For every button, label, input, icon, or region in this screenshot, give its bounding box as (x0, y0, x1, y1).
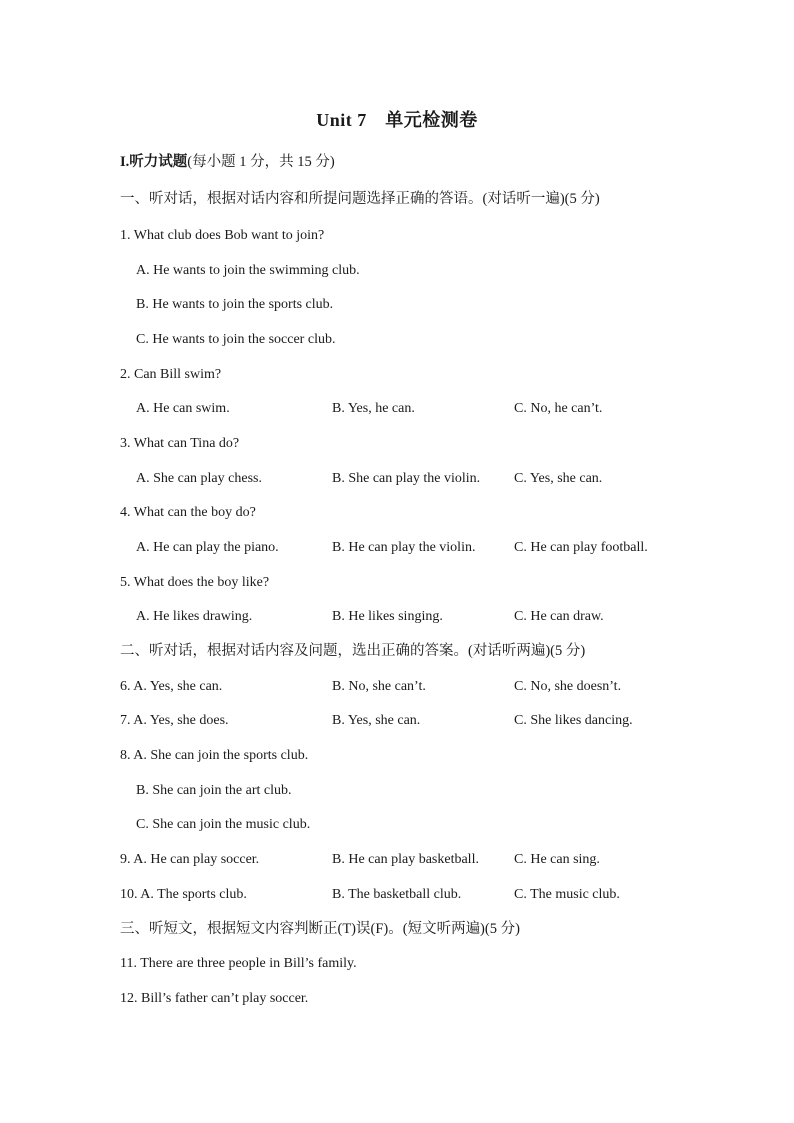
question-9-option-b: B. He can play basketball. (332, 852, 479, 867)
question-10-option-a: 10. A. The sports club. (120, 887, 247, 902)
question-4-options (120, 539, 720, 557)
question-1-option-c: C. He wants to join the soccer club. (136, 332, 336, 347)
question-9-option-a: 9. A. He can play soccer. (120, 852, 260, 867)
question-5-option-c: C. He can draw. (514, 609, 604, 624)
part-one-heading (120, 153, 335, 171)
question-2-option-c: C. No, he can’t. (514, 401, 603, 416)
section-three-heading: 三、听短文，根据短文内容判断正(T)误(F)。(短文听两遍)(5 分) (120, 921, 520, 937)
question-12: 12. Bill’s father can’t play soccer. (120, 991, 309, 1006)
question-7-option-c: C. She likes dancing. (514, 713, 633, 728)
question-10-option-b: B. The basketball club. (332, 887, 462, 902)
question-2-options (120, 400, 720, 418)
question-1-option-a: A. He wants to join the swimming club. (136, 263, 360, 278)
question-1: 1. What club does Bob want to join? (120, 228, 325, 243)
question-3-option-a: A. She can play chess. (136, 471, 262, 486)
question-6-option-c: C. No, she doesn’t. (514, 679, 622, 694)
question-3-options (120, 470, 720, 488)
question-2-option-a: A. He can swim. (136, 401, 230, 416)
section-one-heading: 一、听对话，根据对话内容和所提问题选择正确的答语。(对话听一遍)(5 分) (120, 191, 600, 207)
question-5-options (120, 608, 720, 626)
question-6-option-a: 6. A. Yes, she can. (120, 679, 223, 694)
question-7-option-a: 7. A. Yes, she does. (120, 713, 229, 728)
question-9-option-c: C. He can sing. (514, 852, 600, 867)
page-title: Unit 7 单元检测卷 (316, 110, 478, 130)
question-2: 2. Can Bill swim? (120, 367, 222, 382)
question-4-option-a: A. He can play the piano. (136, 540, 279, 555)
question-4-option-c: C. He can play football. (514, 540, 648, 555)
question-8-option-a: 8. A. She can join the sports club. (120, 748, 309, 763)
question-10-option-c: C. The music club. (514, 887, 620, 902)
question-3-option-b: B. She can play the violin. (332, 471, 481, 486)
part-one-label: I.听力试题 (120, 154, 188, 170)
question-6-options (120, 678, 720, 696)
question-5-option-a: A. He likes drawing. (136, 609, 253, 624)
question-6-option-b: B. No, she can’t. (332, 679, 426, 694)
question-3: 3. What can Tina do? (120, 436, 240, 451)
question-11: 11. There are three people in Bill’s family. (120, 956, 357, 971)
question-10-options (120, 886, 720, 904)
question-8-option-c: C. She can join the music club. (136, 817, 311, 832)
question-7-option-b: B. Yes, she can. (332, 713, 421, 728)
question-5: 5. What does the boy like? (120, 575, 270, 590)
question-4: 4. What can the boy do? (120, 505, 256, 520)
question-7-options (120, 712, 720, 730)
part-one-note: (每小题 1 分，共 15 分) (187, 154, 335, 170)
question-3-option-c: C. Yes, she can. (514, 471, 603, 486)
question-8-option-b: B. She can join the art club. (136, 783, 292, 798)
question-4-option-b: B. He can play the violin. (332, 540, 476, 555)
question-2-option-b: B. Yes, he can. (332, 401, 415, 416)
question-5-option-b: B. He likes singing. (332, 609, 443, 624)
question-1-option-b: B. He wants to join the sports club. (136, 297, 334, 312)
question-9-options (120, 851, 720, 869)
section-two-heading: 二、听对话，根据对话内容及问题，选出正确的答案。(对话听两遍)(5 分) (120, 643, 586, 659)
